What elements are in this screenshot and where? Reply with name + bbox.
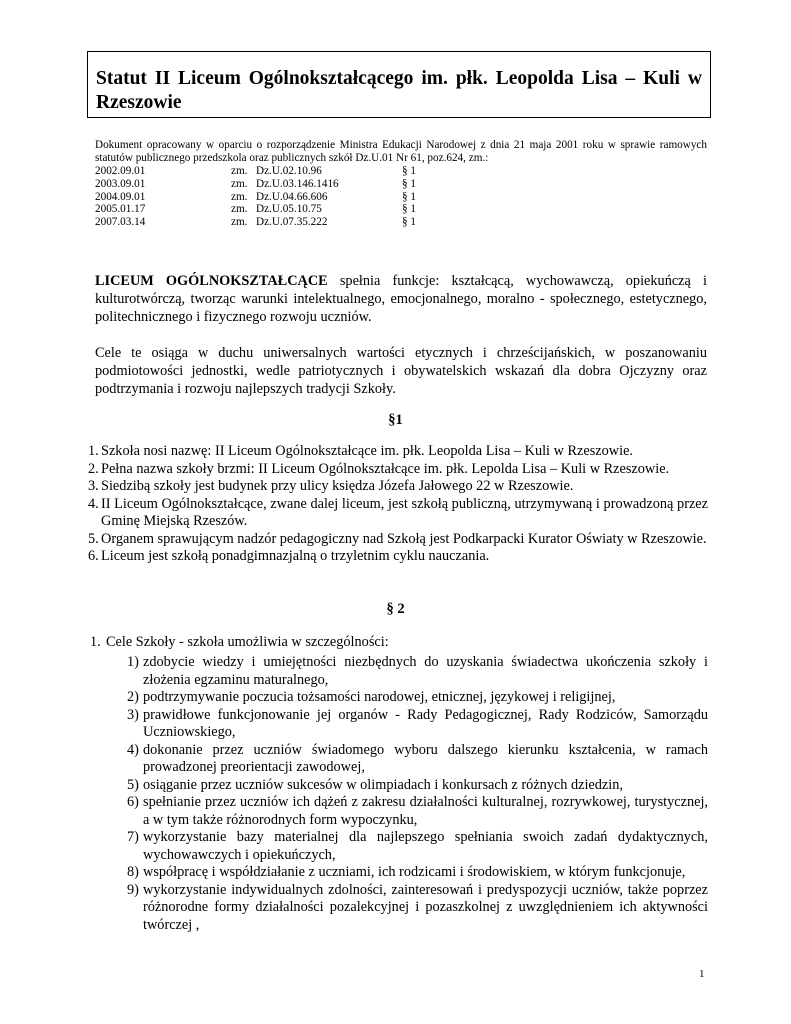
amendment-prefix: zm.: [231, 177, 248, 190]
section-2-heading: § 2: [386, 601, 405, 617]
amendment-ref: Dz.U.07.35.222: [256, 216, 328, 229]
list-item-number: 2): [127, 689, 139, 705]
intro-text: Dokument opracowany w oparciu o rozporządzenie Ministra Edukacji Narodowej z dnia 21 maja 2001 roku w sprawie ramowych statutów publicznego przedszkola oraz publicznych szkół Dz.U.01 Nr 61, poz.624, zm.:: [95, 139, 707, 164]
title-box: [87, 51, 711, 118]
list-item: [127, 794, 708, 829]
list-item-text: współpracę i współdziałanie z uczniami, ich rodzicami i środowiskiem, w którym funkcjonuje,: [143, 864, 686, 880]
preamble-paragraph-2: Cele te osiąga w duchu uniwersalnych wartości etycznych i chrześcijańskich, w poszanowaniu podmiotowości jednostki, wedle patriotycznych i obywatelskich wskazań dla dobra Ojczyzny oraz podtrzymania i rozwoju najlepszych tradycji Szkoły.: [95, 345, 707, 397]
list-item-text: prawidłowe funkcjonowanie jej organów - Rady Pedagogicznej, Rady Rodziców, Samorządu Uczniowskiego,: [143, 706, 708, 740]
amendment-section: § 1: [402, 190, 416, 203]
list-item-number: 6): [127, 794, 139, 810]
list-item-number: 1.: [88, 443, 99, 459]
list-item: [88, 461, 708, 479]
amendment-row: [95, 165, 707, 178]
list-item-text: Siedzibą szkoły jest budynek przy ulicy księdza Józefa Jałowego 22 w Rzeszowie.: [101, 478, 574, 494]
amendment-prefix: zm.: [231, 216, 248, 229]
list-item-text: dokonanie przez uczniów świadomego wyboru dalszego kierunku kształcenia, w ramach prowadzonej preorientacji zawodowej,: [143, 741, 708, 775]
amendment-prefix: zm.: [231, 165, 248, 177]
amendment-ref: Dz.U.05.10.75: [256, 203, 322, 216]
list-item-text: Liceum jest szkołą ponadgimnazjalną o trzyletnim cyklu nauczania.: [101, 548, 490, 564]
amendment-row: [95, 203, 707, 216]
list-item-number: 4): [127, 741, 139, 758]
list-item-number: 9): [127, 881, 139, 898]
section-1-heading: §1: [388, 412, 403, 428]
amendment-section: § 1: [402, 216, 416, 229]
amendment-date: 2005.01.17: [95, 203, 146, 216]
list-item-number: 6.: [88, 548, 99, 564]
intro-block: [95, 139, 707, 229]
amendment-row: [95, 216, 707, 229]
list-item-number: 2.: [88, 460, 99, 477]
preamble-paragraph-1: [95, 273, 707, 326]
page-number: 1: [699, 968, 705, 980]
amendment-date: 2004.09.01: [95, 190, 146, 203]
list-item-text: Pełna nazwa szkoły brzmi: II Liceum Ogólnokształcące im. płk. Lepolda Lisa – Kuli w Rzeszowie.: [101, 460, 670, 477]
amendment-prefix: zm.: [231, 203, 248, 216]
list-item-text: wykorzystanie bazy materialnej dla najlepszego spełniania swoich zadań dydaktycznych, wychowawczych i opiekuńczych,: [143, 829, 708, 863]
amendment-ref: Dz.U.02.10.96: [256, 165, 322, 177]
amendment-date: 2003.09.01: [95, 177, 146, 190]
list-item-number: 8): [127, 864, 139, 880]
amendment-date: 2007.03.14: [95, 216, 146, 229]
list-item: [88, 478, 708, 496]
amendment-row: [95, 191, 707, 204]
list-item: [127, 654, 708, 689]
amendment-section: § 1: [402, 203, 416, 216]
list-item-text: spełnianie przez uczniów ich dążeń z zakresu działalności kulturalnej, rozrywkowej, turystycznej, a w tym także różnorodnych form wypoczynku,: [143, 794, 708, 828]
amendments-list: [95, 165, 707, 229]
list-item-text: wykorzystanie indywidualnych zdolności, zainteresowań i predyspozycji uczniów, także poprzez różnorodne formy działalności pozalekcyjnej i pozaszkolnej z uwzględnieniem ich aktywności twórczej ,: [143, 881, 708, 933]
list-item-text: Szkoła nosi nazwę: II Liceum Ogólnokształcące im. płk. Leopolda Lisa – Kuli w Rzeszowie.: [101, 443, 634, 459]
list-item-number: 3): [127, 706, 139, 723]
list-item: [127, 689, 708, 707]
amendment-row: [95, 178, 707, 191]
list-item: [127, 882, 708, 935]
section-2-lead: [90, 634, 708, 652]
list-item: [127, 707, 708, 742]
list-item-text: II Liceum Ogólnokształcące, zwane dalej liceum, jest szkołą publiczną, utrzymywaną i prowadzoną przez Gminę Miejską Rzeszów.: [101, 495, 708, 529]
amendment-date: 2002.09.01: [95, 165, 146, 177]
list-item: [127, 829, 708, 864]
document-title: Statut II Liceum Ogólnokształcącego im. płk. Leopolda Lisa – Kuli w Rzeszowie: [96, 68, 702, 113]
preamble-lead: LICEUM OGÓLNOKSZTAŁCĄCE: [95, 273, 328, 289]
amendment-prefix: zm.: [231, 190, 248, 203]
list-item-text: podtrzymywanie poczucia tożsamości narodowej, etnicznej, językowej i religijnej,: [143, 689, 616, 705]
list-item-number: 5.: [88, 530, 99, 547]
list-item-text: osiąganie przez uczniów sukcesów w olimpiadach i konkursach z różnych dziedzin,: [143, 776, 623, 793]
amendment-section: § 1: [402, 177, 416, 190]
list-item: [88, 496, 708, 531]
preamble-text-1: spełnia funkcje: kształcącą, wychowawczą, opiekuńczą i kulturotwórczą, tworząc warunki intelektualnego, emocjonalnego, moralno - społecznego, estetycznego, politechnicznego i fizycznego rozwoju uczniów.: [95, 273, 707, 325]
list-item-number: 4.: [88, 495, 99, 512]
list-item-text: Organem sprawującym nadzór pedagogiczny nad Szkołą jest Podkarpacki Kurator Oświaty w Rzeszowie.: [101, 530, 707, 547]
list-item: [127, 864, 708, 882]
list-item-number: 3.: [88, 478, 99, 494]
list-item: [88, 443, 708, 461]
amendment-section: § 1: [402, 165, 416, 177]
list-item-number: 7): [127, 829, 139, 845]
section-2-list: [127, 654, 708, 934]
list-item: [127, 742, 708, 777]
list-item: [127, 777, 708, 795]
list-item: [88, 531, 708, 549]
list-item-number: 1): [127, 654, 139, 670]
section-2-lead-text: Cele Szkoły - szkoła umożliwia w szczególności:: [106, 634, 389, 650]
list-item-number: 5): [127, 776, 139, 793]
list-item-text: zdobycie wiedzy i umiejętności niezbędnych do uzyskania świadectwa ukończenia szkoły i złożenia egzaminu maturalnego,: [143, 654, 708, 688]
amendment-ref: Dz.U.04.66.606: [256, 190, 328, 203]
section-1-list: [88, 443, 708, 566]
amendment-ref: Dz.U.03.146.1416: [256, 177, 339, 190]
list-item: [88, 548, 708, 566]
section-2-lead-number: 1.: [90, 634, 101, 650]
